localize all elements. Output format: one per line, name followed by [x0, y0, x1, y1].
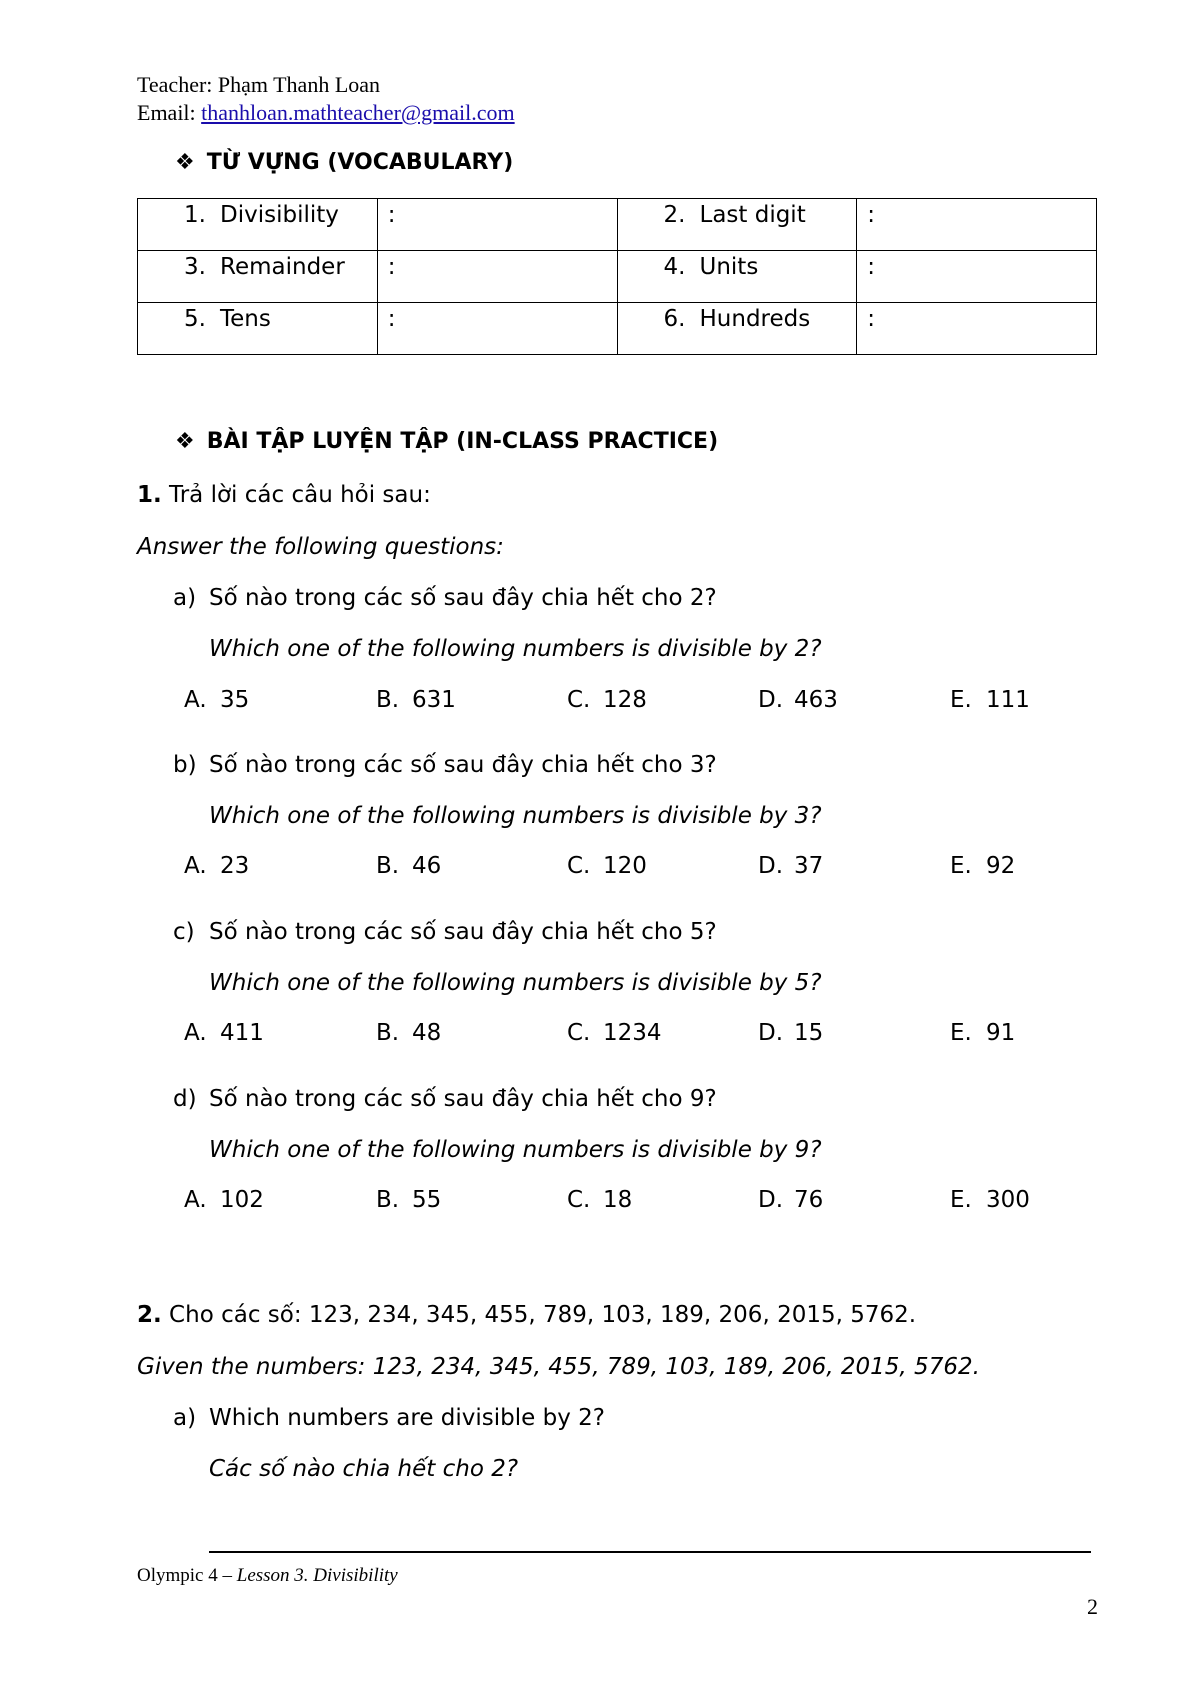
option-b[interactable] — [376, 687, 456, 713]
vocab-answer-cell[interactable] — [857, 199, 1097, 251]
vocab-term-number: 4. — [663, 254, 686, 280]
vocab-answer-cell[interactable] — [377, 199, 617, 251]
question-1-vi — [137, 482, 431, 508]
question-text: Trả lời các câu hỏi sau: — [161, 482, 431, 508]
option-value: 76 — [794, 1187, 824, 1213]
vocab-colon: : — [867, 254, 875, 280]
option-label: C. — [567, 1187, 591, 1213]
option-value: 91 — [986, 1020, 1016, 1046]
option-d[interactable] — [758, 687, 838, 713]
diamond-bullet-icon: ❖ — [175, 429, 195, 454]
vocab-answer-cell[interactable] — [857, 303, 1097, 355]
part-text: Số nào trong các số sau đây chia hết cho 2? — [209, 585, 717, 611]
answer-line[interactable] — [209, 1551, 1091, 1553]
email-line — [137, 100, 515, 126]
vocab-term-cell — [617, 199, 857, 251]
option-a[interactable] — [184, 687, 249, 713]
question-number: 2. — [137, 1302, 162, 1328]
vocab-term: Hundreds — [699, 306, 811, 332]
vocab-answer-cell[interactable] — [377, 303, 617, 355]
option-value: 463 — [794, 687, 838, 713]
option-label: E. — [950, 1020, 972, 1046]
option-value: 111 — [986, 687, 1030, 713]
option-e[interactable] — [950, 1187, 1030, 1213]
option-value: 120 — [603, 853, 647, 879]
vocab-term-cell — [138, 199, 378, 251]
option-label: C. — [567, 687, 591, 713]
page-number: 2 — [1087, 1594, 1098, 1619]
option-label: E. — [950, 687, 972, 713]
option-value: 55 — [412, 1187, 442, 1213]
option-value: 18 — [603, 1187, 633, 1213]
options-row-d — [0, 1187, 1190, 1219]
teacher-line: Teacher: Phạm Thanh Loan — [137, 72, 381, 97]
diamond-bullet-icon: ❖ — [175, 150, 195, 175]
q2-part-a-en — [173, 1405, 605, 1431]
option-value: 35 — [220, 687, 250, 713]
option-label: B. — [376, 853, 400, 879]
option-a[interactable] — [184, 1020, 264, 1046]
vocab-term: Remainder — [220, 254, 345, 280]
vocab-colon: : — [867, 202, 875, 228]
part-a-vi — [173, 585, 717, 611]
option-label: B. — [376, 1187, 400, 1213]
practice-title-text: BÀI TẬP LUYỆN TẬP (IN-CLASS PRACTICE) — [206, 429, 719, 454]
practice-section-title — [175, 429, 718, 454]
option-value: 631 — [412, 687, 456, 713]
vocab-colon: : — [387, 202, 396, 228]
part-text: Số nào trong các số sau đây chia hết cho 9? — [209, 1086, 717, 1112]
vocab-table — [137, 198, 1097, 355]
option-b[interactable] — [376, 853, 441, 879]
option-a[interactable] — [184, 1187, 264, 1213]
part-label: b) — [173, 752, 197, 778]
option-label: C. — [567, 1020, 591, 1046]
vocab-answer-cell[interactable] — [377, 251, 617, 303]
option-value: 102 — [220, 1187, 264, 1213]
options-row-b — [0, 853, 1190, 885]
option-value: 300 — [986, 1187, 1030, 1213]
option-b[interactable] — [376, 1020, 441, 1046]
part-b-en: Which one of the following numbers is divisible by 3? — [209, 803, 822, 829]
vocab-term-number: 1. — [184, 202, 206, 228]
vocab-term-number: 5. — [184, 306, 206, 332]
vocab-term-cell — [138, 251, 378, 303]
email-link[interactable]: thanhloan.mathteacher@gmail.com — [201, 100, 515, 125]
part-label: c) — [173, 919, 195, 945]
part-label: a) — [173, 1405, 197, 1431]
option-value: 48 — [412, 1020, 442, 1046]
option-label: D. — [758, 1187, 784, 1213]
option-value: 15 — [794, 1020, 824, 1046]
part-text: Số nào trong các số sau đây chia hết cho 3? — [209, 752, 717, 778]
option-b[interactable] — [376, 1187, 441, 1213]
vocab-row — [138, 303, 1097, 355]
vocab-term-number: 3. — [184, 254, 206, 280]
part-text: Which numbers are divisible by 2? — [209, 1405, 605, 1431]
vocab-term-cell — [617, 303, 857, 355]
option-value: 46 — [412, 853, 442, 879]
footer — [137, 1565, 398, 1587]
vocab-term: Units — [699, 254, 759, 280]
vocab-term-number: 2. — [663, 202, 686, 228]
options-row-a — [0, 687, 1190, 719]
part-c-vi — [173, 919, 717, 945]
option-c[interactable] — [567, 1020, 662, 1046]
footer-lesson: Lesson 3. Divisibility — [236, 1565, 398, 1586]
q2-part-a-vi: Các số nào chia hết cho 2? — [209, 1456, 519, 1482]
part-a-en: Which one of the following numbers is divisible by 2? — [209, 636, 822, 662]
question-number: 1. — [137, 482, 162, 508]
vocab-term-number: 6. — [663, 306, 686, 332]
option-c[interactable] — [567, 1187, 632, 1213]
option-d[interactable] — [758, 1020, 823, 1046]
option-c[interactable] — [567, 687, 647, 713]
option-value: 128 — [603, 687, 647, 713]
vocab-term-cell — [617, 251, 857, 303]
option-label: A. — [184, 1020, 207, 1046]
option-value: 92 — [986, 853, 1016, 879]
part-text: Số nào trong các số sau đây chia hết cho 5? — [209, 919, 717, 945]
option-label: D. — [758, 1020, 784, 1046]
option-value: 1234 — [603, 1020, 662, 1046]
option-value: 23 — [220, 853, 250, 879]
option-label: B. — [376, 687, 400, 713]
question-2-en: Given the numbers: 123, 234, 345, 455, 789, 103, 189, 206, 2015, 5762. — [137, 1354, 980, 1380]
option-d[interactable] — [758, 1187, 823, 1213]
vocab-term: Tens — [220, 306, 271, 332]
option-label: B. — [376, 1020, 400, 1046]
vocab-term: Last digit — [699, 202, 806, 228]
part-b-vi — [173, 752, 717, 778]
vocab-term-cell — [138, 303, 378, 355]
part-d-vi — [173, 1086, 717, 1112]
option-label: E. — [950, 1187, 972, 1213]
option-label: D. — [758, 853, 784, 879]
option-e[interactable] — [950, 853, 1015, 879]
vocab-row — [138, 199, 1097, 251]
question-1-en: Answer the following questions: — [137, 534, 504, 560]
footer-course: Olympic 4 – — [137, 1565, 237, 1586]
vocab-section-title — [175, 150, 513, 175]
options-row-c — [0, 1020, 1190, 1052]
email-label: Email: — [137, 100, 202, 125]
option-e[interactable] — [950, 687, 1030, 713]
part-label: a) — [173, 585, 197, 611]
vocab-title-text: TỪ VỰNG (VOCABULARY) — [206, 150, 514, 175]
question-2-vi — [137, 1302, 916, 1328]
option-d[interactable] — [758, 853, 823, 879]
option-a[interactable] — [184, 853, 249, 879]
part-label: d) — [173, 1086, 197, 1112]
option-label: C. — [567, 853, 591, 879]
part-d-en: Which one of the following numbers is divisible by 9? — [209, 1137, 822, 1163]
vocab-colon: : — [387, 254, 396, 280]
vocab-row — [138, 251, 1097, 303]
vocab-colon: : — [387, 306, 396, 332]
option-label: A. — [184, 687, 207, 713]
option-e[interactable] — [950, 1020, 1015, 1046]
option-label: A. — [184, 853, 207, 879]
vocab-colon: : — [867, 306, 875, 332]
option-c[interactable] — [567, 853, 647, 879]
vocab-answer-cell[interactable] — [857, 251, 1097, 303]
option-value: 37 — [794, 853, 824, 879]
question-text: Cho các số: 123, 234, 345, 455, 789, 103, 189, 206, 2015, 5762. — [161, 1302, 917, 1328]
option-label: D. — [758, 687, 784, 713]
part-c-en: Which one of the following numbers is divisible by 5? — [209, 970, 822, 996]
vocab-term: Divisibility — [220, 202, 339, 228]
option-value: 411 — [220, 1020, 264, 1046]
option-label: E. — [950, 853, 972, 879]
option-label: A. — [184, 1187, 207, 1213]
